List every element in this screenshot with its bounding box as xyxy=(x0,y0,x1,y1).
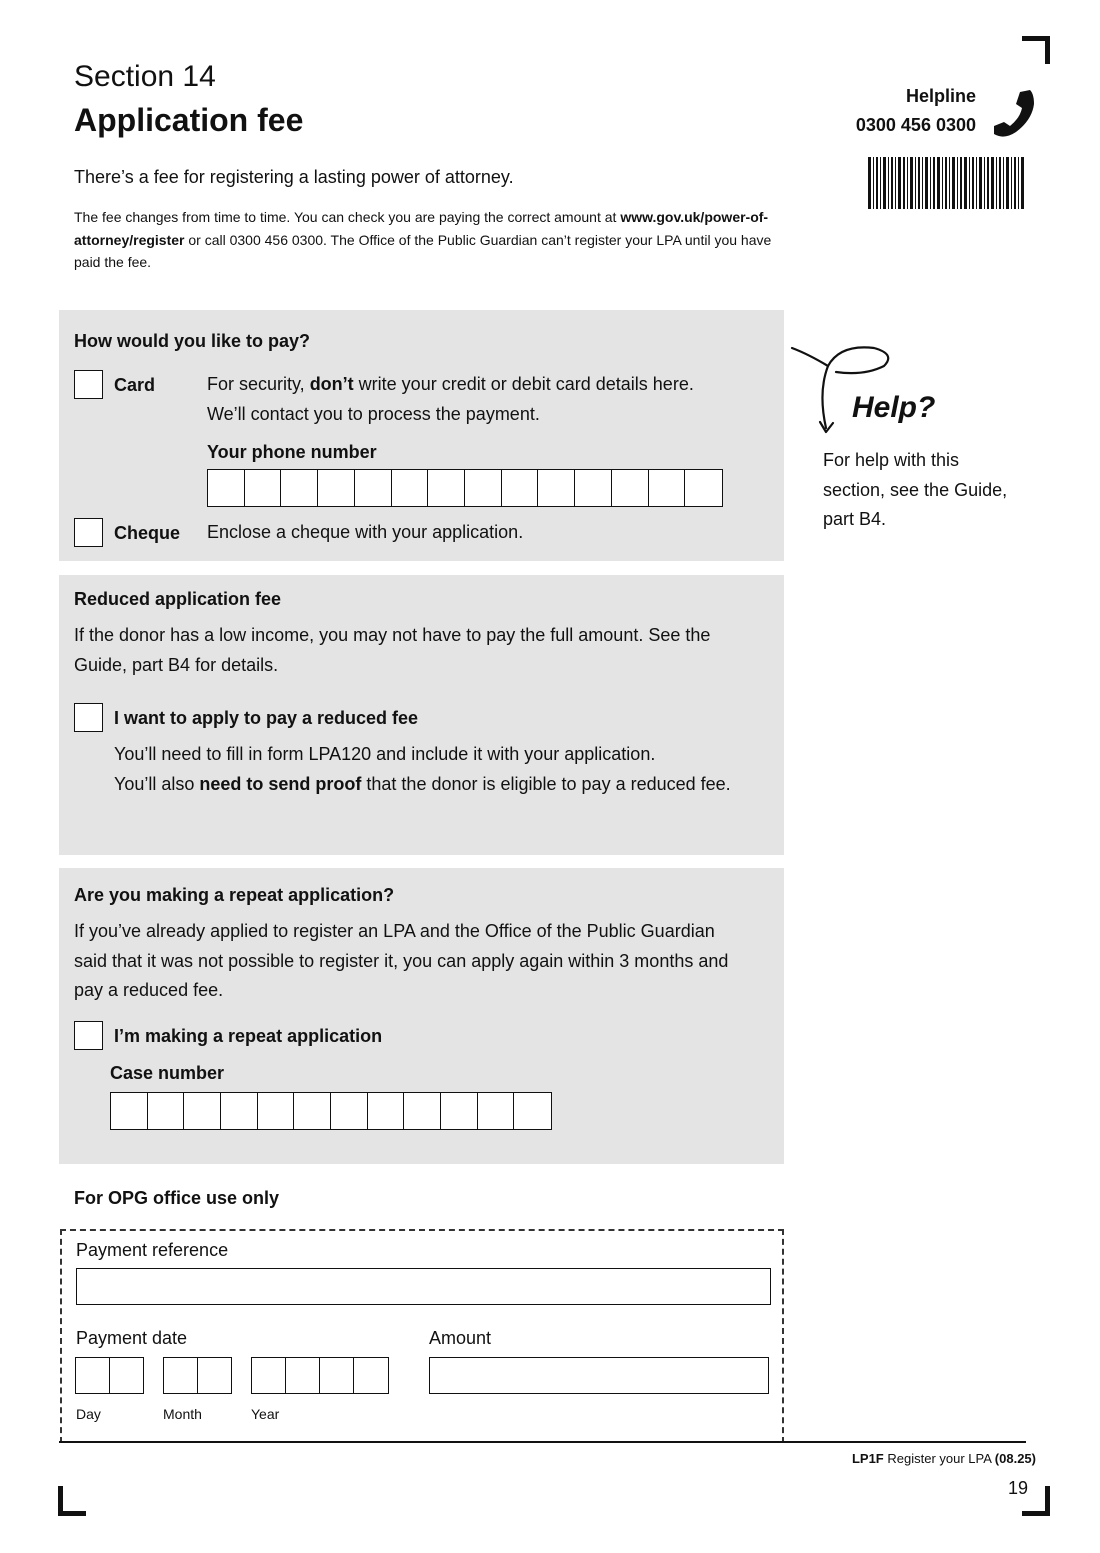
fee-info-text: The fee changes from time to time. You can check you are paying the correct amount at www.gov.uk/power-of-attorney/register or call 0300 456 0300. The Office of the Public Guardian can’t register your LPA until you have paid the fee. xyxy=(74,209,772,270)
help-icon xyxy=(788,340,958,440)
cheque-checkbox[interactable] xyxy=(74,518,103,547)
payment-heading: How would you like to pay? xyxy=(74,331,311,351)
month-label: Month xyxy=(163,1406,202,1422)
corner-mark-top-right xyxy=(1022,36,1050,64)
amount-label: Amount xyxy=(429,1328,492,1348)
reduced-fee-checkbox[interactable] xyxy=(74,703,103,732)
reduced-fee-checkbox-label: I want to apply to pay a reduced fee xyxy=(114,708,419,728)
reduced-fee-details: You’ll need to fill in form LPA120 and include it with your application. You’ll also need to send proof that the donor is eligible to pay a reduced fee. xyxy=(114,744,731,794)
repeat-application-heading: Are you making a repeat application? xyxy=(74,885,395,905)
phone-number-label: Your phone number xyxy=(207,442,377,462)
helpline-label: Helpline xyxy=(905,86,976,106)
repeat-application-checkbox[interactable] xyxy=(74,1021,103,1050)
day-label: Day xyxy=(76,1406,101,1422)
reduced-fee-text: If the donor has a low income, you may not have to pay the full amount. See the Guide, part B4 for details. xyxy=(74,625,711,675)
office-use-heading: For OPG office use only xyxy=(74,1188,280,1208)
help-text: For help with this section, see the Guide, part B4. xyxy=(823,450,1008,529)
repeat-application-checkbox-label: I’m making a repeat application xyxy=(114,1026,383,1046)
year-field[interactable] xyxy=(251,1357,389,1394)
year-label: Year xyxy=(251,1406,280,1422)
phone-icon xyxy=(986,86,1040,140)
cheque-label: Cheque xyxy=(114,523,181,543)
day-field[interactable] xyxy=(75,1357,144,1394)
cheque-instructions: Enclose a cheque with your application. xyxy=(207,522,524,542)
bottom-rule xyxy=(59,1441,1026,1443)
page-number: 19 xyxy=(1007,1478,1028,1498)
amount-field[interactable] xyxy=(429,1357,769,1394)
form-footer: LP1F Register your LPA (08.25) xyxy=(851,1451,1036,1466)
corner-mark-bottom-left xyxy=(58,1486,86,1516)
card-label: Card xyxy=(114,375,156,395)
repeat-application-text: If you’ve already applied to register an LPA and the Office of the Public Guardian said that it was not possible to register it, you can apply again within 3 months and pay a reduced fee. xyxy=(74,921,729,1000)
register-link[interactable]: www.gov.uk/power-of-attorney/register xyxy=(74,209,769,248)
case-number-label: Case number xyxy=(110,1063,225,1083)
barcode xyxy=(868,157,1024,209)
card-instructions: For security, don’t write your credit or debit card details here. We’ll contact you to process the payment. xyxy=(207,374,694,424)
case-number-field[interactable] xyxy=(110,1092,552,1130)
reduced-fee-heading: Reduced application fee xyxy=(74,589,282,609)
card-checkbox[interactable] xyxy=(74,370,103,399)
section-label: Section 14 xyxy=(74,60,216,93)
payment-reference-label: Payment reference xyxy=(76,1240,229,1260)
intro-text: There’s a fee for registering a lasting power of attorney. xyxy=(74,167,514,187)
helpline-number: 0300 456 0300 xyxy=(855,115,976,135)
help-icon-label: Help? xyxy=(852,391,936,424)
month-field[interactable] xyxy=(163,1357,232,1394)
page-title: Application fee xyxy=(74,102,304,138)
payment-date-label: Payment date xyxy=(76,1328,188,1348)
payment-reference-field[interactable] xyxy=(76,1268,771,1305)
phone-number-field[interactable] xyxy=(207,469,723,507)
